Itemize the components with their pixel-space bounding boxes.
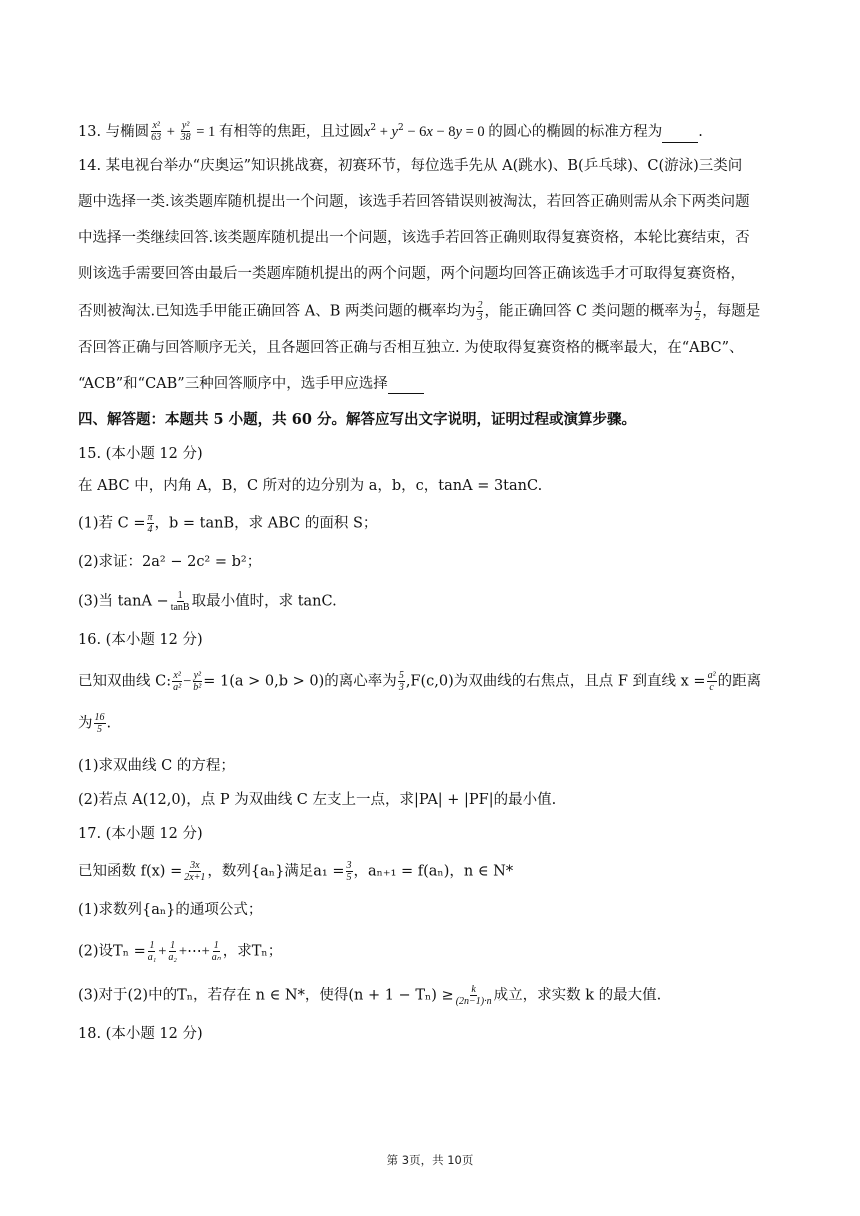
q13-line: 13. 与椭圆 $\frac{\text{x²}}{63}$ + $\frac{\text{y²}}{38}$ = 1 有相等的焦距，且过圆$x^2 + y^2 - 6x - 8y = 0$ 的圆心的椭圆的标准方程为 .: [78, 120, 703, 144]
q14-line7: “ACB”和“CAB”三种回答顺序中，选手甲应选择: [78, 374, 424, 394]
section-heading: 四、解答题：本题共 5 小题，共 60 分。解答应写出文字说明，证明过程或演算步骤。: [78, 411, 636, 428]
q17-part2: (2)设Tₙ = $\frac{1}{\text{a₁}}$ + $\frac{1}{\text{a₂}}$ +⋯+ $\frac{1}{\text{aₙ}}$ ，求Tₙ；: [78, 940, 283, 963]
q15-part3: (3)当 tanA − $\frac{1}{\tan B}$ 取最小值时，求 tanC.: [78, 590, 337, 613]
q17-part1: (1)求数列{aₙ}的通项公式；: [78, 902, 263, 918]
q14-line3: 中选择一类继续回答.该类题库随机提出一个问题，该选手若回答正确则取得复赛资格，本轮比赛结束，否: [78, 230, 750, 246]
q14-line4: 则该选手需要回答由最后一类题库随机提出的两个问题，两个问题均回答正确该选手才可取得复赛资格，: [78, 266, 745, 282]
q16-part1: (1)求双曲线 C 的方程；: [78, 758, 235, 774]
q14-line1: 14. 某电视台举办“庆奥运”知识挑战赛，初赛环节，每位选手先从 A(跳水)、B(乒乓球)、C(游泳)三类问: [78, 158, 743, 174]
q16-head: 16. (本小题 12 分): [78, 632, 203, 648]
q14-line2: 题中选择一类.该类题库随机提出一个问题，该选手若回答错误则被淘汰，若回答正确则需从余下两类问题: [78, 194, 750, 210]
q17-part3: (3)对于(2)中的Tₙ，若存在 n ∈ N*，使得(n + 1 − Tₙ) ≥ $\frac{k}{(2n-1)\cdot n}$ 成立，求实数 k 的最大值.: [78, 984, 662, 1007]
q16-line1: 已知双曲线 C: $\frac{\text{x²}}{\text{a²}}$ − $\frac{\text{y²}}{\text{b²}}$ = 1(a > 0,b > 0)的离心率为 $\frac{5}{3}$ ,F(c,0)为双曲线的右焦点，且点 F 到直线 x = $\frac{\text{a²}}{c}$ 的距离: [78, 670, 762, 693]
q17-head: 17. (本小题 12 分): [78, 826, 203, 842]
q15-stem: 在 ABC 中，内角 A，B，C 所对的边分别为 a，b，c，tanA = 3tanC.: [78, 478, 543, 494]
q18-head: 18. (本小题 12 分): [78, 1026, 203, 1042]
q16-part2: (2)若点 A(12,0)，点 P 为双曲线 C 左支上一点，求|PA| + |PF|的最小值.: [78, 792, 557, 808]
q14-line6: 否回答正确与回答顺序无关，且各题回答正确与否相互独立. 为使取得复赛资格的概率最大，在“ABC”、: [78, 340, 744, 356]
q15-part2: (2)求证：2a² − 2c² = b²；: [78, 554, 262, 570]
q14-line5: 否则被淘汰.已知选手甲能正确回答 A、B 两类问题的概率均为 $\frac{2}{3}$ ，能正确回答 C 类问题的概率为 $\frac{1}{2}$ ，每题是: [78, 300, 761, 323]
q17-line1: 已知函数 f(x) = $\frac{3x}{2x+1}$ ，数列{aₙ}满足a₁ = $\frac{3}{5}$ ，aₙ₊₁ = f(aₙ)，n ∈ N*: [78, 860, 514, 883]
q15-part1: (1)若 C = $\frac{\pi}{4}$ ，b = tanB，求 ABC 的面积 S；: [78, 512, 378, 535]
q15-head: 15. (本小题 12 分): [78, 446, 203, 462]
answer-blank: [388, 379, 424, 394]
q16-line2: 为 $\frac{16}{5}$ .: [78, 712, 112, 735]
answer-blank: [662, 128, 698, 143]
page-footer: 第 3页，共 10页: [386, 1153, 474, 1167]
